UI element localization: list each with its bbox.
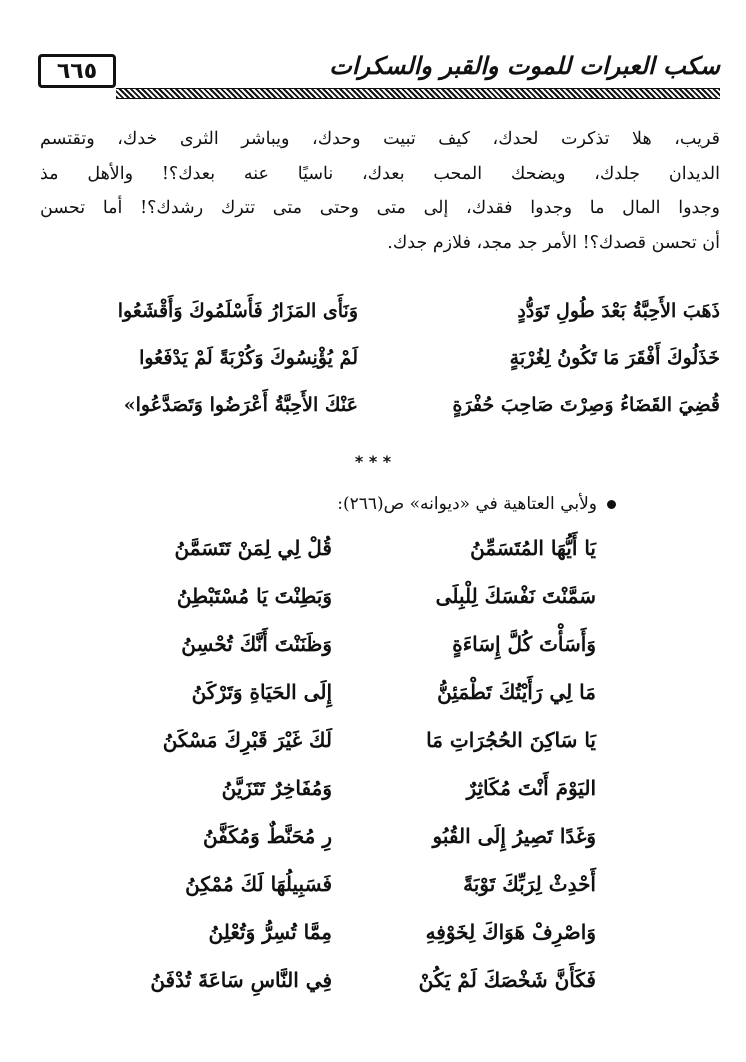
page-header — [38, 52, 720, 102]
book-title: سكب العبرات للموت والقبر والسكرات — [329, 52, 720, 80]
poem2-hemistich-left: لَكَ غَيْرَ قَبْرِكَ مَسْكَنُ — [162, 728, 332, 752]
section-separator: * * * — [354, 452, 392, 471]
poem2-hemistich-right: يَا سَاكِنَ الحُجُرَاتِ مَا — [426, 728, 596, 752]
poem2-hemistich-right: وَغَدًا تَصِيرُ إِلَى القُبُو — [432, 824, 596, 848]
bullet-icon — [607, 500, 616, 509]
poem2-hemistich-right: مَا لِي رَأَيْتُكَ تَطْمَئِنُّ — [437, 680, 596, 704]
poem2-hemistich-left: وَبَطِنْتَ يَا مُسْتَبْطِنُ — [176, 584, 332, 608]
prose-line: الديدان جلدك، ويضحك المحب بعدك، ناسيًا عنه بعدك؟! والأهل مذ — [40, 163, 720, 184]
poem2-hemistich-left: مِمَّا تُسِرُّ وَتُعْلِنُ — [208, 920, 332, 944]
poem2-intro — [337, 494, 616, 514]
prose-line: وجدوا المال ما وجدوا فقدك، إلى متى وحتى متى تترك رشدك؟! أما تحسن — [40, 198, 720, 218]
poem1-hemistich-left: لَمْ يُؤْنِسُوكَ وَكُرْبَةً لَمْ يَدْفَعُوا — [139, 347, 358, 369]
poem2-hemistich-left: إِلَى الحَيَاةِ وَتَرْكَنُ — [191, 680, 332, 704]
prose-line: قريب، هلا تذكرت لحدك، كيف تبيت وحدك، ويباشر الثرى خدك، وتقتسم — [40, 129, 720, 149]
poem2-hemistich-right: فَكَأَنَّ شَخْصَكَ لَمْ يَكُنْ — [418, 968, 596, 992]
poem2-hemistich-left: وَمُفَاخِرٌ تَتَزَيَّنُ — [221, 776, 332, 800]
poem2-hemistich-right: وَأَسَأْتَ كُلَّ إِسَاءَةٍ — [452, 632, 596, 656]
poem1-hemistich-right: ذَهَبَ الأَحِبَّةُ بَعْدَ طُولِ تَوَدُّدٍ — [517, 300, 720, 322]
poem1-hemistich-right: قُضِيَ القَضَاءُ وَصِرْتَ صَاحِبَ حُفْرَةٍ — [452, 394, 720, 416]
poem1-hemistich-left: عَنْكَ الأَحِبَّةُ أَعْرَضُوا وَتَصَدَّعُوا» — [123, 394, 358, 416]
poem2-hemistich-left: فَسَبِيلُهَا لَكَ مُمْكِنُ — [185, 872, 332, 896]
poem2-hemistich-left: قُلْ لِي لِمَنْ تَتَسَمَّنُ — [174, 536, 332, 560]
poem2-hemistich-left: فِي النَّاسِ سَاعَةَ تُدْفَنُ — [150, 968, 332, 992]
page-number: ٦٦٥ — [38, 54, 116, 88]
intro-text: ولأبي العتاهية في «ديوانه» ص(٢٦٦): — [337, 494, 597, 514]
poem2-hemistich-left: رِ مُحَنَّطٌ وَمُكَفَّنُ — [203, 824, 332, 848]
poem2-hemistich-right: وَاصْرِفْ هَوَاكَ لِخَوْفِهِ — [425, 920, 596, 944]
prose-paragraph — [40, 122, 720, 260]
poem2-hemistich-right: سَمَّنْتَ نَفْسَكَ لِلْبِلَى — [435, 584, 596, 608]
poem1-hemistich-left: وَنَأَى المَزَارُ فَأَسْلَمُوكَ وَأَقْشَعُوا — [117, 300, 358, 322]
prose-line: أن تحسن قصدك؟! الأمر جد مجد، فلازم جدك. — [387, 232, 720, 253]
poem2-hemistich-left: وَظَنَنْتَ أَنَّكَ تُحْسِنُ — [181, 632, 332, 656]
header-rule — [116, 88, 720, 99]
poem2-hemistich-right: اليَوْمَ أَنْتَ مُكَاثِرٌ — [466, 776, 596, 800]
poem2-hemistich-right: أَحْدِثْ لِرَبِّكَ تَوْبَةً — [463, 872, 596, 896]
poem1-hemistich-right: خَذَلُوكَ أَفْقَرَ مَا تَكُونُ لِغُرْبَةٍ — [509, 347, 720, 369]
poem2-hemistich-right: يَا أَيُّهَا المُتَسَمِّنُ — [470, 536, 596, 560]
